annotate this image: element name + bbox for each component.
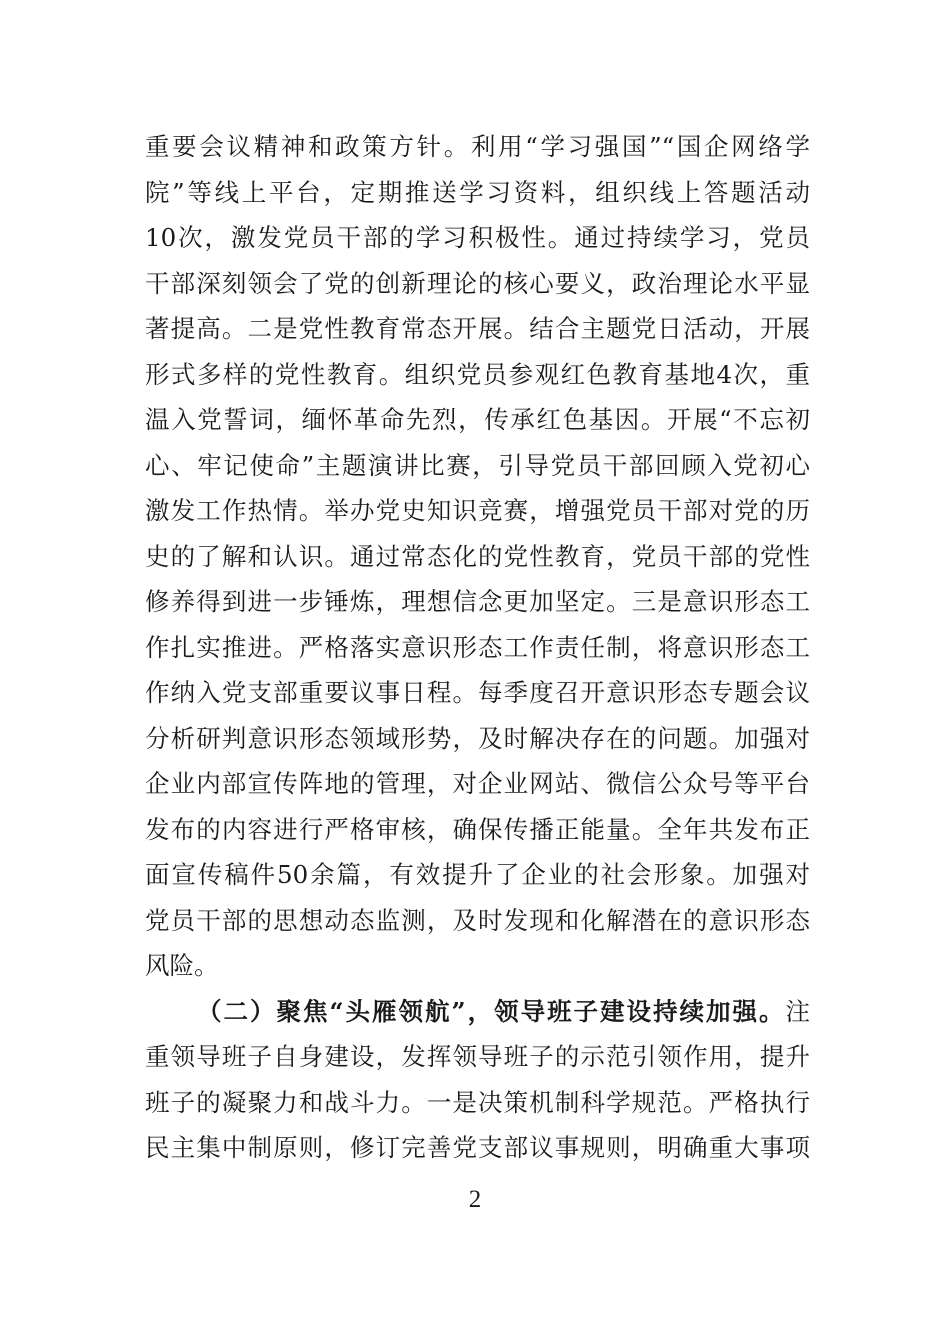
text-line: 风险。 <box>145 951 219 980</box>
text-line: 修养得到进一步锤炼，理想信念更加坚定。三是意识形态工 <box>145 587 810 616</box>
text-line: 著提高。二是党性教育常态开展。结合主题党日活动，开展 <box>145 314 810 343</box>
section-heading-line <box>145 989 810 1035</box>
text-line: 面宣传稿件50余篇，有效提升了企业的社会形象。加强对 <box>145 860 810 889</box>
paragraph-2 <box>145 989 810 1171</box>
paragraph-1 <box>145 124 810 989</box>
text-line: 心、牢记使命”主题演讲比赛，引导党员干部回顾入党初心 <box>145 450 810 480</box>
text-line: 党员干部的思想动态监测，及时发现和化解潜在的意识形态 <box>145 905 810 935</box>
text-line: 企业内部宣传阵地的管理，对企业网站、微信公众号等平台 <box>145 769 810 798</box>
body-text <box>145 124 810 1171</box>
section-heading: （二）聚焦“头雁领航”，领导班子建设持续加强。 <box>197 996 786 1026</box>
text-line: 作纳入党支部重要议事日程。每季度召开意识形态专题会议 <box>145 678 810 707</box>
text-line: 形式多样的党性教育。组织党员参观红色教育基地4次，重 <box>145 359 810 389</box>
text-line: 重领导班子自身建设，发挥领导班子的示范引领作用，提升 <box>145 1042 810 1071</box>
heading-line-tail: 注 <box>785 996 810 1026</box>
text-line: 分析研判意识形态领域形势，及时解决存在的问题。加强对 <box>145 723 810 753</box>
text-line: 民主集中制原则，修订完善党支部议事规则，明确重大事项 <box>145 1133 810 1162</box>
text-line: 温入党誓词，缅怀革命先烈，传承红色基因。开展“不忘初 <box>145 405 810 434</box>
text-line: 激发工作热情。举办党史知识竞赛，增强党员干部对党的历 <box>145 496 810 525</box>
text-line: 重要会议精神和政策方针。利用“学习强国”“国企网络学 <box>145 132 810 161</box>
text-line: 10次，激发党员干部的学习积极性。通过持续学习，党员 <box>145 223 810 252</box>
text-line: 院”等线上平台，定期推送学习资料，组织线上答题活动 <box>145 177 810 207</box>
text-line: 作扎实推进。严格落实意识形态工作责任制，将意识形态工 <box>145 632 810 662</box>
text-line: 班子的凝聚力和战斗力。一是决策机制科学规范。严格执行 <box>145 1087 810 1117</box>
text-line: 干部深刻领会了党的创新理论的核心要义，政治理论水平显 <box>145 268 810 298</box>
page-number: 2 <box>468 1186 482 1213</box>
text-line: 发布的内容进行严格审核，确保传播正能量。全年共发布正 <box>145 814 810 844</box>
text-line: 史的了解和认识。通过常态化的党性教育，党员干部的党性 <box>145 541 810 571</box>
